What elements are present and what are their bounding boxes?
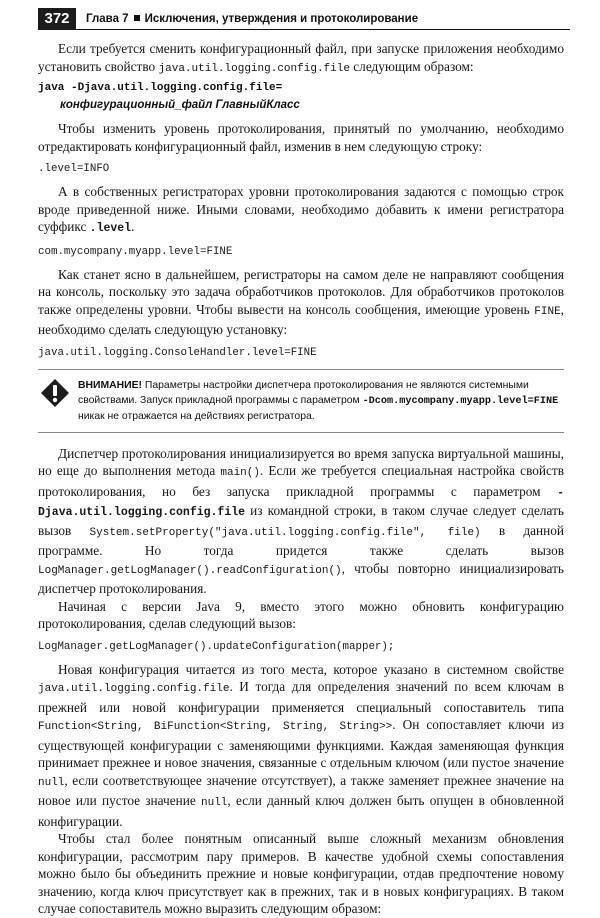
- paragraph-new-config: [38, 661, 564, 831]
- inline-code: System.setProperty("java.util.logging.config.file", file): [89, 526, 481, 539]
- inline-code: main(): [220, 467, 260, 479]
- paragraph-handlers: [38, 266, 564, 339]
- chapter-title: Исключения, утверждения и протоколирование: [144, 13, 419, 25]
- text: Параметры настройки диспетчера протоколирования не являются системными свойствами. Запуск прикладной программы с параметром: [78, 379, 529, 406]
- code-block-logger-level: com.mycompany.myapp.level=FINE: [38, 245, 233, 258]
- inline-code: FINE: [534, 305, 561, 318]
- chapter-label: Глава 7: [86, 13, 129, 25]
- code-line: конфигурационный_файл ГлавныйКласс: [60, 99, 300, 111]
- text: Новая конфигурация читается из того места, которое указано в системном свойстве: [58, 661, 564, 677]
- text: никак не отражается на действиях регистратора.: [78, 410, 315, 422]
- square-bullet-icon: [134, 15, 140, 21]
- text: .: [131, 219, 135, 234]
- paragraph-config-file: [38, 40, 564, 78]
- paragraph-log-manager: [38, 445, 564, 598]
- code-block-update-config: LogManager.getLogManager().updateConfiguration(mapper);: [38, 640, 395, 653]
- text: . Он сопоставляет ключи из существующей конфигурации с заменяющими функциями. Каждая заменяющая функция принимает прежнее и новое значения, связанные с отдельным ключом (или пустое значение: [38, 717, 564, 770]
- code-block-level: .level=INFO: [38, 163, 110, 175]
- text: следующим образом:: [349, 58, 474, 74]
- inline-code: java.util.logging.config.file: [158, 62, 350, 75]
- text: . Если же требуется специальная настройка свойств протоколирования, но без запуска прикладной программы с параметром: [38, 463, 565, 499]
- text: , необходимо сделать следующую установку:: [38, 301, 564, 337]
- text: в данной программе. Но тогда придется также сделать вызов: [38, 522, 564, 558]
- inline-code: -Djava.util.logging.config.file: [38, 486, 564, 519]
- paragraph-change-level: Чтобы изменить уровень протоколирования, принятый по умолчанию, необходимо отредактировать конфигурационный файл, изменив в нем следующую строку:: [38, 121, 564, 154]
- code-block-console-handler: java.util.logging.ConsoleHandler.level=FINE: [38, 346, 317, 359]
- text: Диспетчер протоколирования инициализируется во время запуска виртуальной машины, но еще до выполнения метода: [38, 445, 564, 478]
- text: Как станет ясно в дальнейшем, регистраторы на самом деле не направляют сообщения на консоль, поскольку это задача обработчиков протоколов. Для обработчиков протоколов также определены уровни. Чтобы вывести на консоль сообщения, имеющие уровень: [38, 266, 564, 317]
- inline-code: java.util.logging.config.file: [38, 683, 230, 695]
- running-header: [38, 8, 570, 30]
- warning-box: [38, 369, 564, 433]
- code-line: java -Djava.util.logging.config.file=: [38, 82, 283, 94]
- paragraph-own-loggers: [38, 183, 564, 238]
- inline-code: Function<String, BiFunction<String, String, String>>: [38, 721, 393, 733]
- paragraph-examples: Чтобы стал более понятным описанный выше сложный механизм обновления конфигурации, рассмотрим пару примеров. В качестве удобной схемы сопоставления можно было бы объединить прежние и новые конфигурации, отдав предпочтение новому значению, когда ключ присутствует как в прежних, так и в новых конфигурациях. В таком случае сопоставитель можно выразить следующим образом:: [38, 831, 564, 916]
- warning-label: ВНИМАНИЕ!: [78, 379, 142, 391]
- warning-icon: [40, 378, 70, 408]
- text: , если соответствующее значение отсутствует), а также заменяет прежнее значение на новое или пустое значение: [38, 772, 564, 808]
- header-rule: [76, 29, 570, 30]
- inline-code: -Dcom.mycompany.myapp.level=FINE: [362, 395, 559, 407]
- text: Если требуется сменить конфигурационный файл, при запуске приложения необходимо установить свойство: [38, 41, 564, 74]
- code-block-config: [38, 80, 564, 114]
- text: , если данный ключ должен быть опущен в обновленной конфигурации.: [38, 793, 564, 829]
- inline-code: null: [38, 776, 65, 789]
- text: из командной строки, в таком случае следует сделать вызов: [38, 503, 564, 538]
- paragraph-java9: Начиная с версии Java 9, вместо этого можно обновить конфигурацию протоколирования, сделав следующий вызов:: [38, 598, 564, 631]
- text: А в собственных регистраторах уровни протоколирования задаются с помощью строк вроде приведенной ниже. Иными словами, необходимо добавить к имени регистратора суффикс: [38, 184, 564, 234]
- inline-code: LogManager.getLogManager().readConfiguration(): [38, 564, 342, 577]
- header-text: [86, 8, 418, 30]
- text: . И тогда для определения значений по всем ключам в прежней или новой конфигурации применяется специальный сопоставитель типа: [38, 679, 564, 715]
- page-body: [38, 40, 564, 918]
- text: , чтобы повторно инициализировать диспетчер протоколирования.: [38, 560, 564, 596]
- inline-code: .level: [89, 222, 132, 235]
- inline-code: null: [201, 797, 228, 809]
- page-number: 372: [38, 8, 76, 30]
